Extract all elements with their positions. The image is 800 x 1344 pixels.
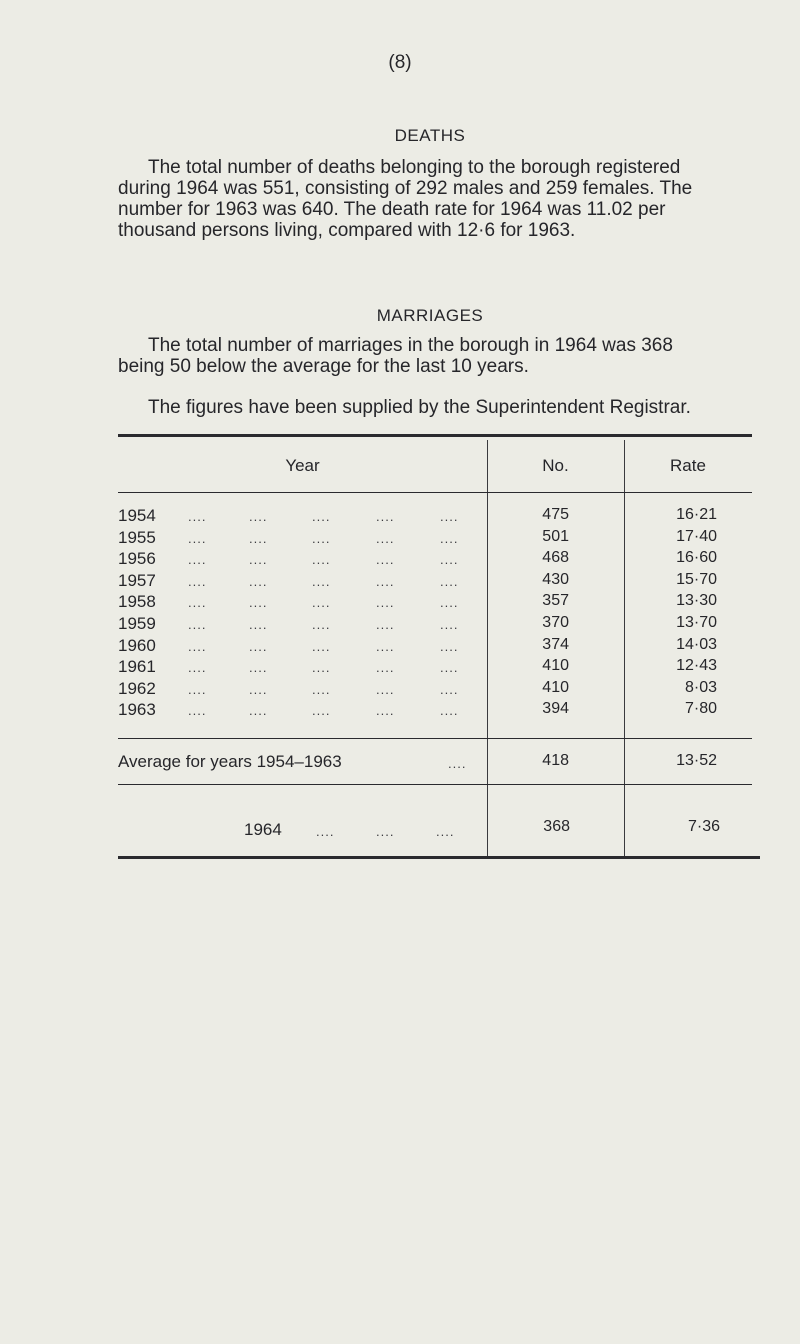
row-leader: .... [188, 509, 207, 524]
average-label: Average for years 1954–1963 [118, 752, 342, 771]
row-leader: .... [376, 639, 395, 654]
row-leader: .... [312, 552, 331, 567]
deaths-paragraph [118, 157, 778, 241]
row-leader: .... [249, 617, 268, 632]
row-leader: .... [440, 509, 459, 524]
row-leader: .... [188, 531, 207, 546]
row-leader: .... [440, 552, 459, 567]
current-no: 368 [543, 818, 570, 835]
row-rate: 16·21 [676, 506, 717, 523]
row-leader: .... [312, 595, 331, 610]
row-no: 394 [542, 700, 569, 717]
row-no: 475 [542, 506, 569, 523]
row-leader: .... [376, 595, 395, 610]
row-leader: .... [249, 703, 268, 718]
row-rate: 12·43 [676, 657, 717, 674]
deaths-line: during 1964 was 551, consisting of 292 males and 259 females. The [118, 178, 693, 199]
current-leader: .... [436, 824, 455, 839]
deaths-line: thousand persons living, compared with 12·6 for 1963. [118, 220, 576, 241]
registrar-note: The figures have been supplied by the Superintendent Registrar. [148, 397, 691, 418]
row-leader: .... [312, 531, 331, 546]
row-leader: .... [376, 660, 395, 675]
row-leader: .... [188, 660, 207, 675]
row-rate: 14·03 [676, 636, 717, 653]
deaths-line: The total number of deaths belonging to the borough registered [148, 157, 681, 178]
row-year: 1961 [118, 657, 156, 676]
row-leader: .... [440, 682, 459, 697]
row-no: 370 [542, 614, 569, 631]
row-leader: .... [249, 660, 268, 675]
row-year: 1958 [118, 592, 156, 611]
row-leader: .... [188, 574, 207, 589]
row-year: 1954 [118, 506, 156, 525]
row-leader: .... [376, 552, 395, 567]
current-rule [118, 784, 752, 785]
row-leader: .... [249, 574, 268, 589]
row-leader: .... [376, 574, 395, 589]
row-leader: .... [376, 617, 395, 632]
table-top-rule [118, 434, 752, 437]
row-no: 501 [542, 528, 569, 545]
row-leader: .... [249, 595, 268, 610]
deaths-line: number for 1963 was 640. The death rate for 1964 was 11.02 per [118, 199, 666, 220]
row-leader: .... [312, 509, 331, 524]
header-no: No. [542, 456, 569, 475]
header-rule [118, 492, 752, 493]
row-no: 410 [542, 679, 569, 696]
marriages-paragraph [118, 335, 778, 377]
row-year: 1957 [118, 571, 156, 590]
row-rate: 8·03 [684, 679, 717, 696]
row-leader: .... [312, 574, 331, 589]
current-leader: .... [376, 824, 395, 839]
row-no: 430 [542, 571, 569, 588]
row-year: 1960 [118, 636, 156, 655]
row-leader: .... [376, 509, 395, 524]
table-bottom-rule [118, 856, 760, 859]
row-no: 357 [542, 592, 569, 609]
row-year: 1962 [118, 679, 156, 698]
row-leader: .... [440, 617, 459, 632]
row-leader: .... [376, 682, 395, 697]
row-leader: .... [312, 660, 331, 675]
page-number: (8) [388, 52, 412, 73]
row-leader: .... [188, 703, 207, 718]
row-leader: .... [188, 552, 207, 567]
row-leader: .... [440, 703, 459, 718]
row-no: 374 [542, 636, 569, 653]
row-leader: .... [249, 639, 268, 654]
row-leader: .... [188, 617, 207, 632]
row-leader: .... [440, 531, 459, 546]
average-rule [118, 738, 752, 739]
average-rate: 13·52 [676, 752, 717, 769]
row-leader: .... [312, 617, 331, 632]
marriages-line: The total number of marriages in the borough in 1964 was 368 [148, 335, 673, 356]
row-rate: 17·40 [676, 528, 717, 545]
row-leader: .... [188, 595, 207, 610]
row-rate: 15·70 [676, 571, 717, 588]
header-rate: Rate [670, 456, 706, 475]
row-no: 468 [542, 549, 569, 566]
row-no: 410 [542, 657, 569, 674]
row-leader: .... [188, 639, 207, 654]
row-leader: .... [249, 552, 268, 567]
row-rate: 13·30 [676, 592, 717, 609]
row-rate: 13·70 [676, 614, 717, 631]
row-leader: .... [312, 682, 331, 697]
row-rate: 7·80 [684, 700, 717, 717]
marriages-heading: MARRIAGES [376, 306, 484, 325]
row-leader: .... [249, 509, 268, 524]
row-leader: .... [440, 574, 459, 589]
marriages-line: being 50 below the average for the last 10 years. [118, 356, 529, 377]
row-leader: .... [249, 531, 268, 546]
row-leader: .... [376, 703, 395, 718]
current-year: 1964 [244, 820, 282, 839]
row-leader: .... [440, 595, 459, 610]
row-year: 1959 [118, 614, 156, 633]
row-rate: 16·60 [676, 549, 717, 566]
average-leader: .... [448, 756, 467, 771]
row-year: 1956 [118, 549, 156, 568]
row-year: 1963 [118, 700, 156, 719]
row-leader: .... [312, 639, 331, 654]
current-leader: .... [316, 824, 335, 839]
deaths-heading: DEATHS [394, 126, 466, 145]
header-year: Year [285, 456, 320, 475]
row-leader: .... [440, 660, 459, 675]
average-no: 418 [542, 752, 569, 769]
row-year: 1955 [118, 528, 156, 547]
current-rate: 7·36 [687, 818, 720, 835]
row-leader: .... [188, 682, 207, 697]
row-leader: .... [376, 531, 395, 546]
row-leader: .... [312, 703, 331, 718]
row-leader: .... [440, 639, 459, 654]
row-leader: .... [249, 682, 268, 697]
